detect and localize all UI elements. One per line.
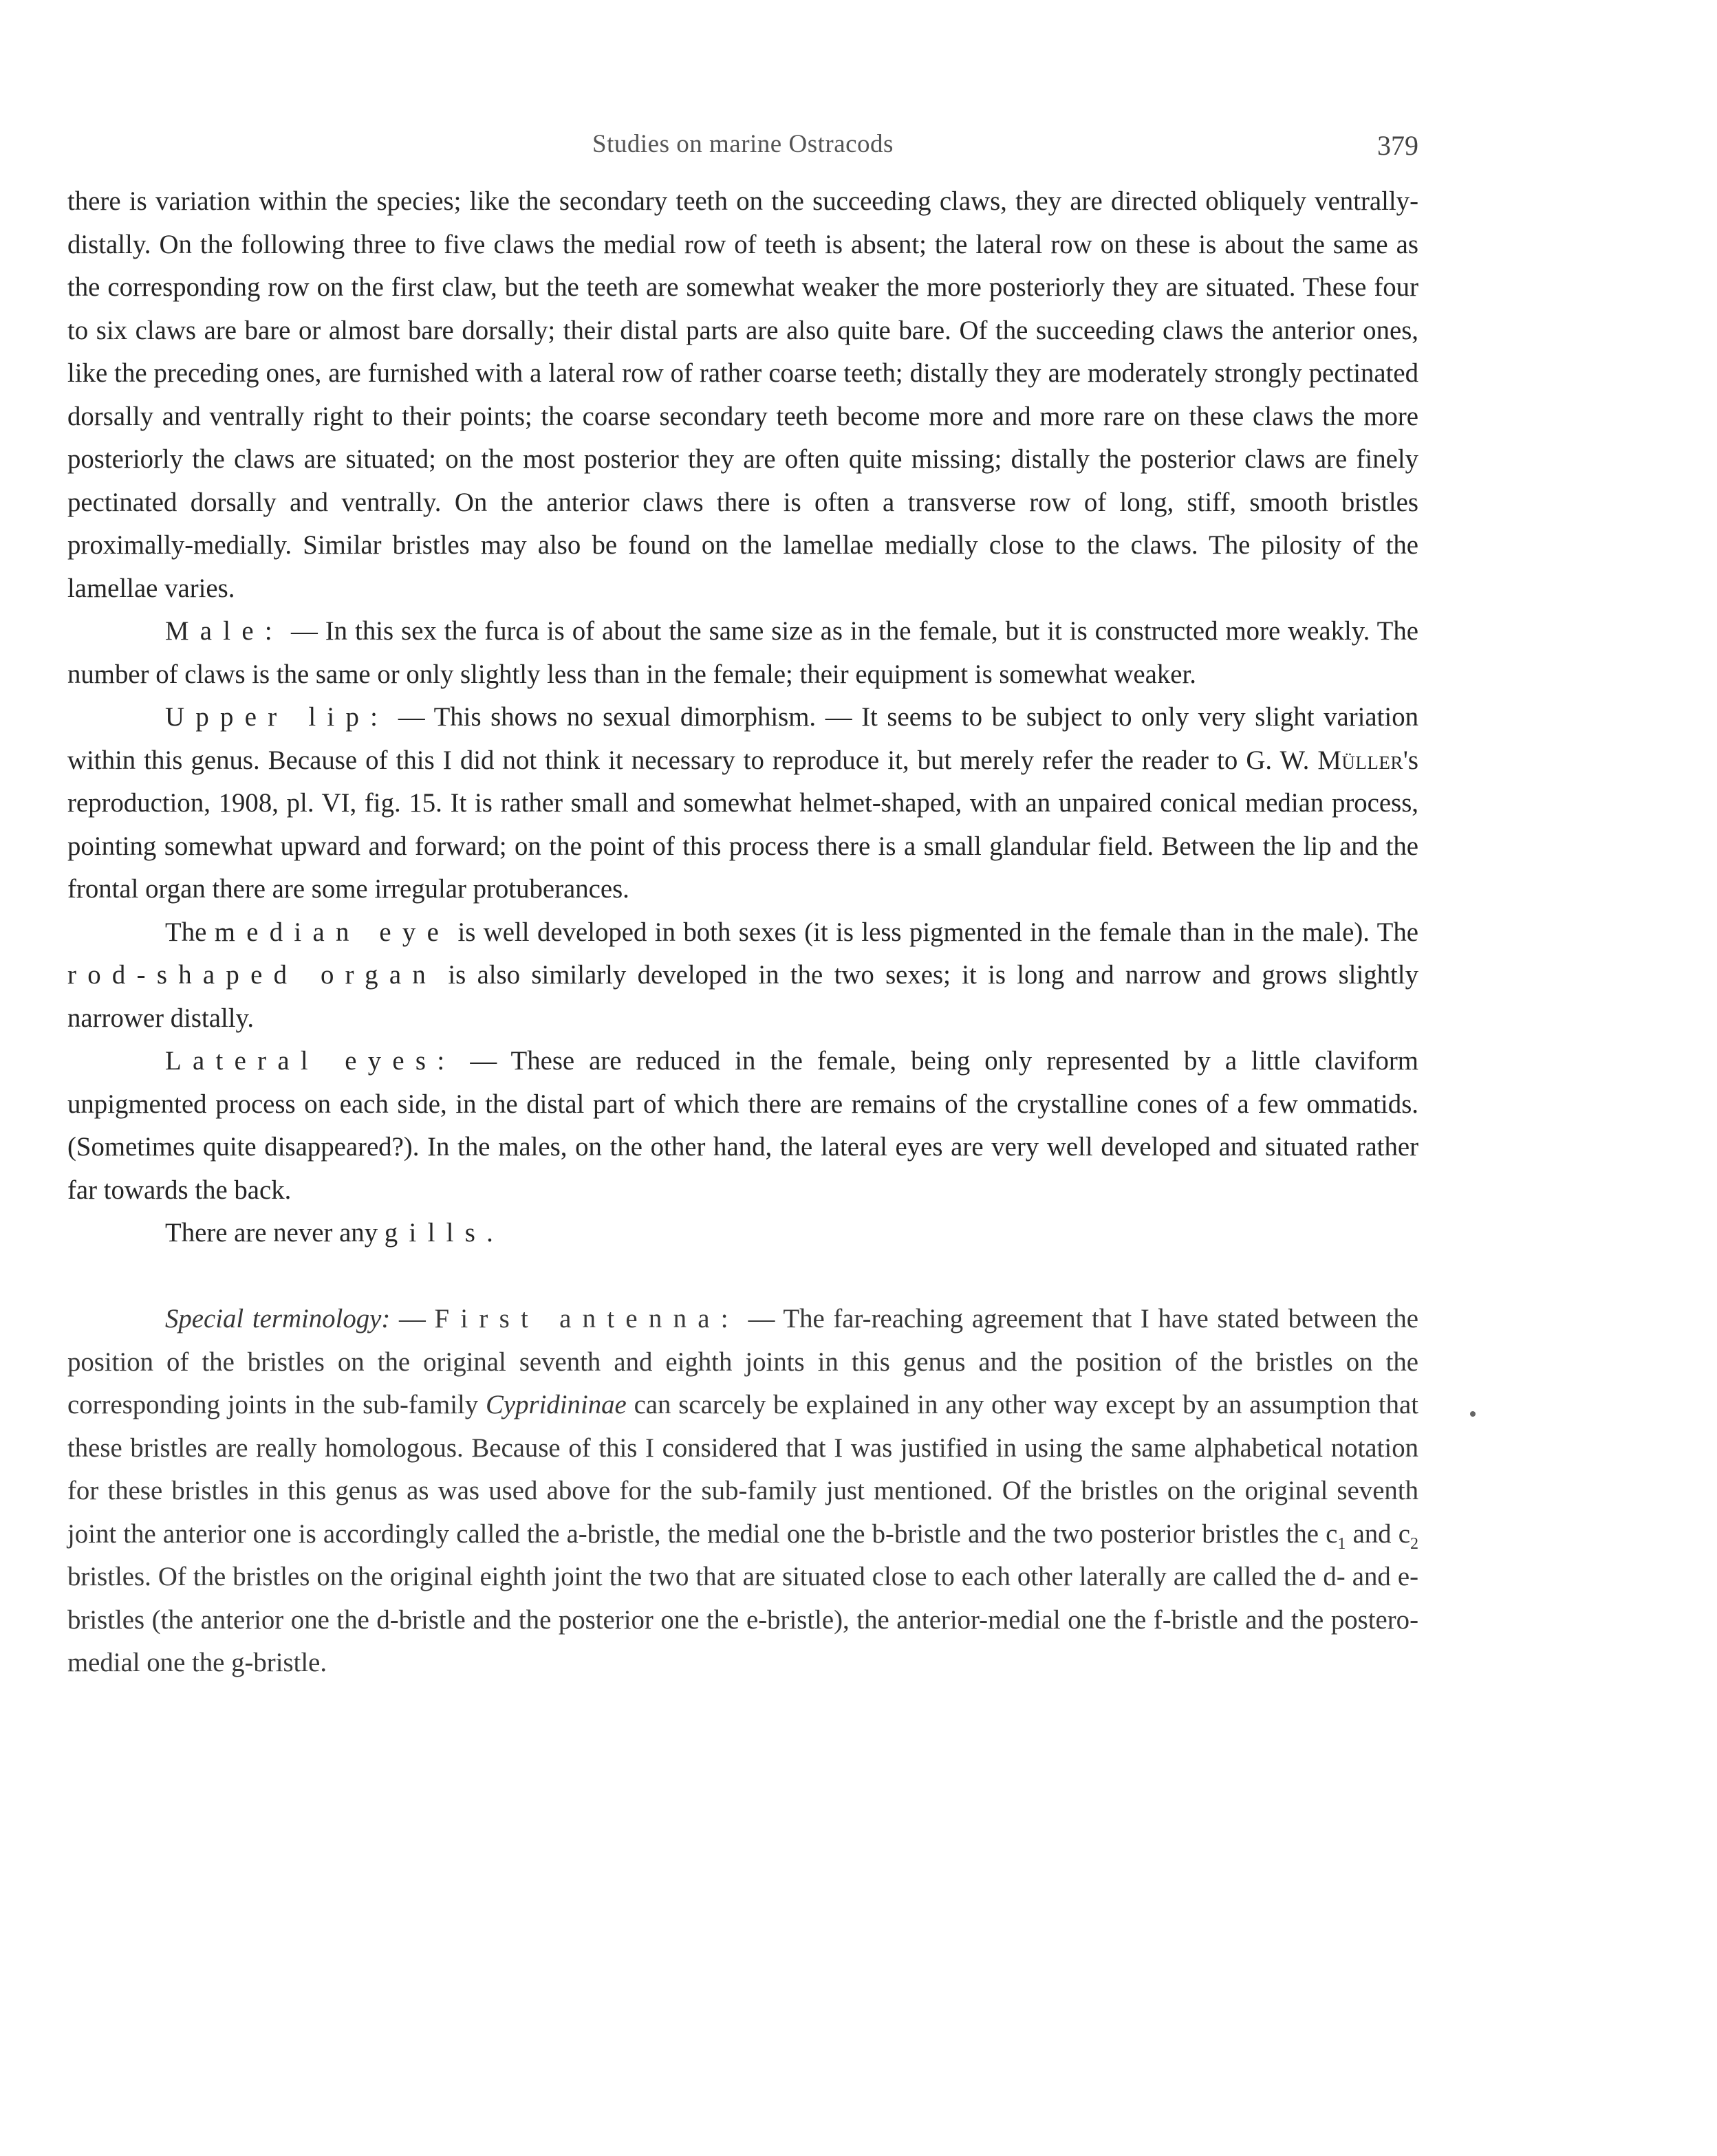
terminology-dash: — — [390, 1304, 435, 1333]
paragraph-special-terminology — [67, 1298, 1418, 1685]
rod-shaped-organ-label: rod-shaped organ — [67, 960, 438, 990]
median-eye-label: median eye — [214, 917, 451, 947]
terminology-text-2: can scarcely be explained in any other way except by an assumption that these bristles are really homologous. Because of this I considered that I was justified in using the same alphabetical notation for these bristles in this genus as was used above for the sub-family just mentioned. Of the bristles on the original seventh joint the anterior one is accordingly called the a-bristle, the medial one the b-bristle and the two posterior bristles the c — [67, 1390, 1418, 1549]
paragraph-male — [67, 610, 1418, 696]
upper-lip-text-2: 's reproduction, 1908, pl. VI, fig. 15. It is rather small and somewhat helmet-shaped, with an unpaired conical median process, pointing somewhat upward and forward; on the point of this process there is a small glandular field. Between the lip and the frontal organ there are some irregular protuberances. — [67, 745, 1418, 904]
first-antenna-label: First antenna: — [434, 1304, 739, 1333]
paragraph-median-eye — [67, 911, 1418, 1041]
paragraph-lateral-eyes — [67, 1040, 1418, 1212]
running-title: Studies on marine Ostracods — [592, 130, 894, 158]
paragraph-furca-continued: there is variation within the species; like the secondary teeth on the succeeding claws, they are directed obliquely ventrally-distally. On the following three to five claws the medial row of teeth is absent; the lateral row on these is about the same as the corresponding row on the first claw, but the teeth are somewhat weaker the more posteriorly they are situated. These four to six claws are bare or almost bare dorsally; their distal parts are also quite bare. Of the succeeding claws the anterior ones, like the preceding ones, are furnished with a lateral row of rather coarse teeth; distally they are moderately strongly pectinated dorsally and ventrally right to their points; the coarse secondary teeth become more and more rare on these claws the more posteriorly the claws are situated; on the most posterior they are often quite missing; distally the posterior claws are finely pectinated dorsally and ventrally. On the anterior claws there is often a transverse row of long, stiff, smooth bristles proximally-medially. Similar bristles may also be found on the lamellae medially close to the claws. The pilosity of the lamellae varies. — [67, 186, 1418, 603]
special-terminology-heading: Special terminology: — [165, 1304, 391, 1333]
male-label: Male: — [165, 616, 283, 646]
upper-lip-label: Upper lip: — [165, 702, 389, 732]
lateral-eyes-text: — These are reduced in the female, being only represented by a little claviform unpigmented process on each side, in the distal part of which there are remains of the crystalline cones of a few ommatids. (Sometimes quite disappeared?). In the males, on the other hand, the lateral eyes are very well developed and situated rather far towards the back. — [67, 1046, 1418, 1205]
gills-label: gills. — [384, 1218, 505, 1248]
upper-lip-text-1: — This shows no sexual dimorphism. — It seems to be subject to only very slight variation within this genus. Because of this I did not think it necessary to reproduce it, but merely refer the reader to G. W. — [67, 702, 1418, 775]
subscript-1: 1 — [1337, 1534, 1346, 1553]
taxon-cypridininae: Cypridininae — [486, 1390, 627, 1419]
paragraph-upper-lip — [67, 696, 1418, 911]
median-eye-text-2: is well developed in both sexes (it is less pigmented in the female than in the male). The — [450, 917, 1418, 947]
lateral-eyes-label: Lateral eyes: — [165, 1046, 456, 1076]
terminology-text-4: bristles. Of the bristles on the original eighth joint the two that are situated close to each other laterally are called the d- and e-bristles (the anterior one the d-bristle and the posterior one the e-bristle), the anterior-medial one the f-bristle and the postero-medial one the g-bristle. — [67, 1562, 1418, 1677]
section-gap — [67, 1255, 1418, 1298]
terminology-text-1: — The far-reaching agreement that I have stated between the position of the bristles on the original seventh and eighth joints in this genus and the position of the bristles on the corresponding joints in the sub-family — [67, 1304, 1418, 1419]
body-text — [67, 180, 1418, 1685]
scan-speck — [1470, 1411, 1476, 1417]
median-eye-text-3: is also similarly developed in the two sexes; it is long and narrow and grows slightly narrower distally. — [67, 960, 1418, 1033]
gills-text: There are never any — [165, 1218, 385, 1248]
terminology-text-3: and c — [1346, 1518, 1410, 1549]
running-header — [67, 129, 1418, 164]
subscript-2: 2 — [1410, 1534, 1419, 1553]
author-name-muller: Müller — [1317, 745, 1403, 775]
median-eye-text-1: The — [165, 917, 215, 947]
paragraph-gills — [67, 1212, 1418, 1255]
male-text: — In this sex the furca is of about the same size as in the female, but it is constructed more weakly. The number of claws is the same or only slightly less than in the female; their equipment is somewhat weaker. — [67, 616, 1418, 689]
page-number: 379 — [1377, 130, 1418, 161]
